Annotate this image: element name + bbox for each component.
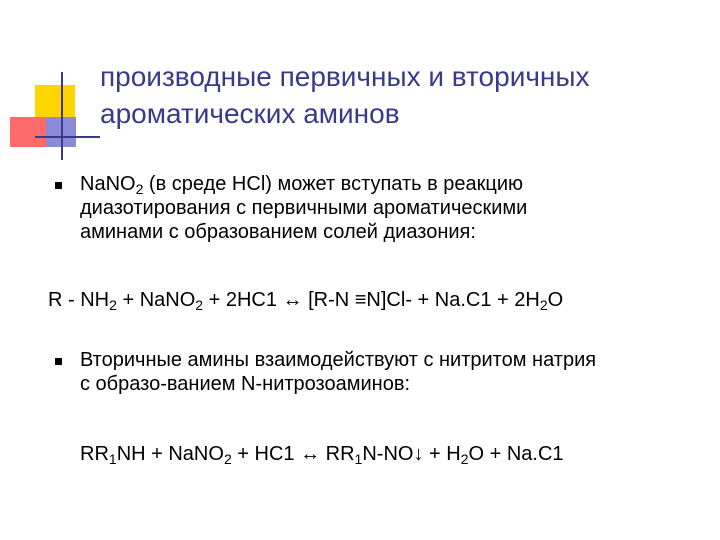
bullet-1-text bbox=[80, 172, 527, 244]
vertical-line bbox=[61, 72, 63, 160]
slide-title bbox=[100, 58, 700, 132]
bullet-marker-1 bbox=[55, 182, 62, 189]
bullet-marker-2 bbox=[55, 358, 62, 365]
bullet-1-line-2: диазотирования с первичными ароматическими bbox=[80, 197, 528, 219]
equation-2: $RR_1NH$ + NaNO$_2$ + HC1 ↔ $RR_1N-NO↓ + H_2O + Na.C1$ bbox=[80, 443, 564, 467]
title-line-2: ароматических аминов bbox=[100, 98, 400, 129]
bullet-2-text bbox=[80, 348, 596, 396]
bullet-2-line-2: с образо-ванием N-нитрозоаминов: bbox=[80, 373, 411, 395]
bullet-1-line-3: аминами с образованием солей диазония: bbox=[80, 221, 476, 243]
bullet-1-line-1: NaNO$_2$ (в среде HCl) может вступать в реакцию bbox=[80, 173, 524, 197]
red-square bbox=[10, 117, 50, 147]
equation-1: R - $NH_2$ + NaNO$_2$ + 2HC1 ↔ $[R-N \equiv N]Cl- + Na.C1 + 2H_2O$ bbox=[48, 289, 564, 313]
title-line-1: производные первичных и вторичных bbox=[100, 61, 590, 92]
horizontal-line bbox=[35, 136, 100, 138]
bullet-2-line-1: Вторичные амины взаимодействуют с нитритом натрия bbox=[80, 349, 597, 371]
